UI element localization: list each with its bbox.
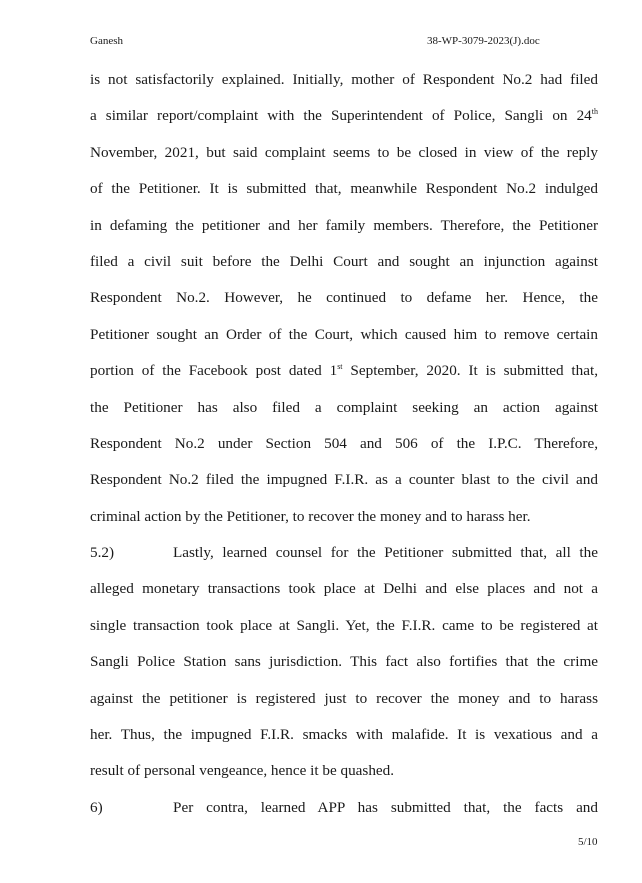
text-line: Lastly, learned counsel for the Petitioner submitted that, all the [173, 544, 598, 562]
superscript: th [591, 107, 598, 117]
text-line: her. Thus, the impugned F.I.R. smacks with malafide. It is vexatious and a [90, 726, 598, 744]
text-line: of the Petitioner. It is submitted that, meanwhile Respondent No.2 indulged [90, 180, 598, 198]
text-line: criminal action by the Petitioner, to recover the money and to harass her. [90, 507, 531, 525]
text-line: filed a civil suit before the Delhi Court and sought an injunction against [90, 252, 598, 270]
text-line: alleged monetary transactions took place at Delhi and else places and not a [90, 580, 598, 598]
text-line: against the petitioner is registered just to recover the money and to harass [90, 689, 598, 707]
text-line: is not satisfactorily explained. Initially, mother of Respondent No.2 had filed [90, 71, 598, 88]
text-line: Respondent No.2 filed the impugned F.I.R. as a counter blast to the civil and [90, 471, 598, 489]
text-line: November, 2021, but said complaint seems to be closed in view of the reply [90, 143, 598, 161]
text-line: Respondent No.2. However, he continued to defame her. Hence, the [90, 289, 598, 307]
page-number: 5/10 [578, 836, 598, 848]
text-line: portion of the Facebook post dated 1st September, 2020. It is submitted that, [90, 362, 598, 380]
text-line: a similar report/complaint with the Superintendent of Police, Sangli on 24th [90, 107, 598, 125]
header-doc-reference: 38-WP-3079-2023(J).doc [427, 35, 540, 47]
paragraph-6-first-line [90, 790, 598, 826]
paragraph-number: 5.2) [90, 544, 115, 562]
text-line: Respondent No.2 under Section 504 and 506 of the I.P.C. Therefore, [90, 434, 598, 452]
text-line: in defaming the petitioner and her family members. Therefore, the Petitioner [90, 216, 598, 234]
body-text [90, 62, 598, 826]
text-line: Per contra, learned APP has submitted that, the facts and [173, 798, 598, 816]
paragraph-number: 6) [90, 798, 103, 816]
text-line: Petitioner sought an Order of the Court, which caused him to remove certain [90, 325, 598, 343]
superscript: st [337, 362, 343, 372]
header-author: Ganesh [90, 35, 123, 47]
text-line: the Petitioner has also filed a complaint seeking an action against [90, 398, 598, 416]
paragraph-5-2-first-line [90, 535, 598, 571]
text-line: result of personal vengeance, hence it be quashed. [90, 762, 395, 780]
text-line: single transaction took place at Sangli. Yet, the F.I.R. came to be registered at [90, 616, 598, 634]
text-line: Sangli Police Station sans jurisdiction. This fact also fortifies that the crime [90, 653, 598, 671]
